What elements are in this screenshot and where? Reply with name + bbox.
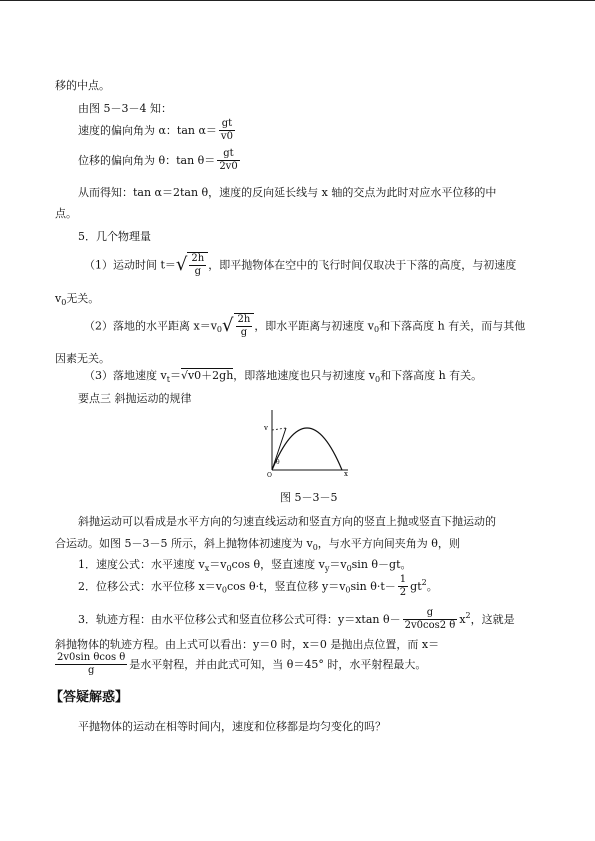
denominator: 2v0	[219, 161, 238, 172]
subscript: 0	[374, 325, 380, 335]
formula-text: ，即水平距离与初速度 v	[254, 319, 375, 333]
subscript: t	[166, 375, 170, 385]
denominator: g	[87, 665, 95, 676]
formula-label: 速度的偏向角为 α：tan α＝	[78, 124, 217, 137]
fraction	[219, 118, 235, 143]
denominator: g	[240, 327, 248, 338]
horizontal-component	[272, 428, 286, 430]
text: 3．轨迹方程：由水平位移公式和竖直位移公式可得：y＝xtan θ－	[78, 613, 401, 626]
symbol: v	[55, 292, 62, 305]
equals: ＝	[169, 369, 181, 382]
text: 无关。	[66, 292, 100, 305]
paragraph-line: 因素无关。	[55, 352, 110, 365]
text: sin θ－gt。	[351, 558, 412, 571]
subscript: 0	[226, 564, 232, 574]
formula-label: （2）落地的水平距离 x＝v	[84, 319, 217, 333]
theta-label: θ	[276, 459, 280, 466]
time-formula	[84, 252, 516, 278]
numerator: 2v0sin θcos θ	[57, 652, 126, 663]
header-rule	[0, 0, 595, 1]
section-header: 【答疑解惑】	[50, 690, 129, 705]
fraction	[236, 314, 253, 339]
text: gt	[410, 580, 422, 593]
paragraph-line	[55, 293, 99, 307]
range-max-formula	[53, 652, 426, 677]
numerator: gt	[219, 118, 235, 131]
trajectory-formula	[78, 607, 515, 632]
text: 2．位移公式：水平位移 x＝v	[78, 580, 222, 593]
subscript: 0	[61, 298, 67, 308]
text: 。	[426, 580, 438, 593]
velocity-formula	[78, 559, 412, 573]
paragraph-line: 斜抛运动可以看成是水平方向的匀速直线运动和竖直方向的竖直上抛或竖直下抛运动的	[78, 515, 496, 528]
speed-formula	[84, 370, 482, 384]
paragraph-line: 由图 5－3－4 知：	[78, 102, 172, 115]
numerator: gt	[217, 148, 239, 161]
section-heading: 5．几个物理量	[78, 230, 151, 243]
subscript: 0	[375, 375, 381, 385]
text: ，这就是	[470, 613, 515, 626]
numerator: 1	[399, 574, 407, 585]
formula-label: （1）运动时间 t＝	[84, 258, 176, 272]
fraction	[217, 148, 239, 173]
superscript: 2	[465, 610, 471, 620]
subscript: 0	[345, 585, 351, 595]
fraction	[55, 652, 127, 677]
text: ＝v	[329, 558, 347, 571]
fraction	[403, 607, 458, 632]
denominator: 2v0cos2 θ	[404, 620, 456, 631]
formula-text: ，即平抛物体在空中的飞行时间仅取决于下落的高度，与初速度	[208, 258, 517, 272]
key-point-heading: 要点三 斜抛运动的规律	[78, 392, 192, 405]
text: cos θ·t，竖直位移 y＝v	[227, 580, 346, 593]
text: x	[459, 613, 466, 626]
numerator: 2h	[191, 253, 205, 264]
paragraph-line: 从而得知：tan α＝2tan θ，速度的反向延长线与 x 轴的交点为此时对应水平位移的中	[78, 186, 497, 199]
text: ，与水平方向间夹角为 θ，则	[317, 537, 460, 550]
subscript: y	[324, 564, 330, 574]
subscript: 0	[312, 543, 318, 553]
v-label: v	[264, 424, 268, 432]
trajectory-curve	[272, 428, 342, 470]
paragraph-line: 移的中点。	[55, 79, 110, 92]
velocity-angle-formula	[78, 118, 237, 143]
figure-caption: 图 5－3－5	[280, 491, 338, 504]
paragraph-line: 斜抛物体的轨迹方程。由上式可以看出：y＝0 时，x＝0 是抛出点位置，而 x＝	[55, 638, 440, 651]
text: ＝v	[209, 558, 227, 571]
formula-text: 和下落高度 h 有关。	[380, 369, 483, 382]
numerator: g	[403, 607, 458, 620]
denominator: g	[194, 266, 202, 277]
x-label: x	[344, 470, 348, 478]
text: 1．速度公式：水平速度 v	[78, 558, 205, 571]
fraction	[398, 574, 408, 599]
subscript: 0	[346, 564, 352, 574]
denominator: v0	[220, 131, 233, 142]
formula-text: 和下落高度 h 有关，而与其他	[379, 319, 526, 333]
radicand: v0＋2gh	[187, 369, 234, 382]
text: sin θ·t－	[350, 580, 396, 593]
sqrt-sign: √ $\frac{2h}{g}$	[176, 252, 208, 278]
range-formula	[84, 313, 525, 339]
formula-text: ，即落地速度也只与初速度 v	[233, 369, 376, 382]
subscript: 0	[216, 325, 223, 335]
question-line: 平抛物体的运动在相等时间内，速度和位移都是均匀变化的吗？	[78, 720, 386, 733]
formula-label: （3）落地速度 v	[84, 369, 167, 382]
projectile-diagram	[262, 408, 352, 478]
numerator: 2h	[237, 314, 251, 325]
sqrt-sign: √ $\frac{2h}{g}$	[222, 313, 254, 339]
displacement-angle-formula	[78, 148, 242, 173]
text: cos θ，竖直速度 v	[231, 558, 325, 571]
text: 是水平射程，并由此式可知，当 θ＝45° 时，水平射程最大。	[129, 658, 427, 671]
text: 合运动。如图 5－3－5 所示，斜上抛物体初速度为 v	[55, 537, 313, 550]
paragraph-line	[55, 538, 460, 552]
fraction	[189, 253, 206, 278]
formula-label: 位移的偏向角为 θ：tan θ＝	[78, 154, 216, 167]
paragraph-line: 点。	[55, 207, 77, 220]
superscript: 2	[421, 577, 427, 587]
sqrt-sign: √v0＋2gh	[180, 369, 234, 382]
denominator: 2	[399, 587, 407, 598]
subscript: x	[204, 564, 210, 574]
subscript: 0	[221, 585, 228, 595]
displacement-formula	[78, 574, 438, 599]
origin-label: O	[267, 472, 272, 478]
